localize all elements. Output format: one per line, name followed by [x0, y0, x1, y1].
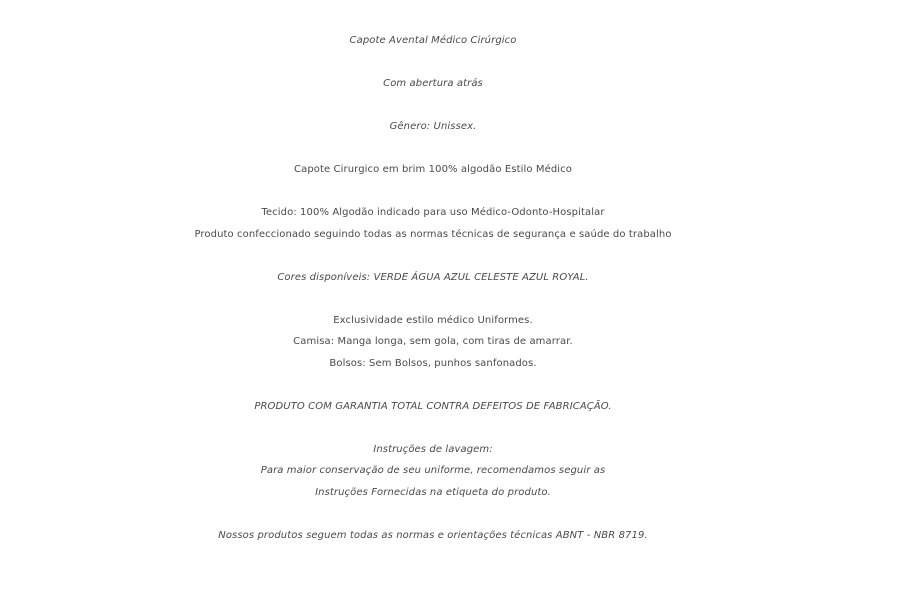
product-summary: Capote Cirurgico em brim 100% algodão Estilo Médico	[294, 164, 572, 175]
norms-info: Nossos produtos seguem todas as normas e orientações técnicas ABNT - NBR 8719.	[218, 529, 648, 541]
shirt-info: Camisa: Manga longa, sem gola, com tiras de amarrar.	[293, 336, 573, 347]
spacer	[0, 374, 866, 396]
fabric-info: Tecido: 100% Algodão indicado para uso Médico-Odonto-Hospitalar	[261, 207, 605, 218]
warranty-info: PRODUTO COM GARANTIA TOTAL CONTRA DEFEITOS DE FABRICAÇÃO.	[254, 400, 612, 412]
spacer	[0, 181, 866, 203]
wash-title: Instruções de lavagem:	[373, 443, 493, 455]
opening-info: Com abertura atrás	[383, 78, 483, 89]
gender-info: Gênero: Unissex.	[389, 121, 477, 132]
spacer	[0, 245, 866, 267]
colors-info: Cores disponíveis: VERDE ÁGUA AZUL CELESTE AZUL ROYAL.	[277, 271, 589, 283]
exclusive-info: Exclusividade estilo médico Uniformes.	[333, 314, 533, 326]
spacer	[0, 95, 866, 117]
spacer	[0, 138, 866, 160]
product-title: Capote Avental Médico Cirúrgico	[349, 35, 517, 46]
wash-line-1: Para maior conservação de seu uniforme, recomendamos seguir as	[260, 465, 606, 476]
spacer	[0, 417, 866, 439]
spacer	[0, 52, 866, 74]
standards-info: Produto confeccionado seguindo todas as normas técnicas de segurança e saúde do trabalho	[194, 228, 672, 240]
pockets-info: Bolsos: Sem Bolsos, punhos sanfonados.	[329, 357, 537, 369]
spacer	[0, 503, 866, 525]
product-description	[0, 30, 866, 546]
spacer	[0, 288, 866, 310]
wash-line-2: Instruções Fornecidas na etiqueta do produto.	[315, 486, 551, 498]
